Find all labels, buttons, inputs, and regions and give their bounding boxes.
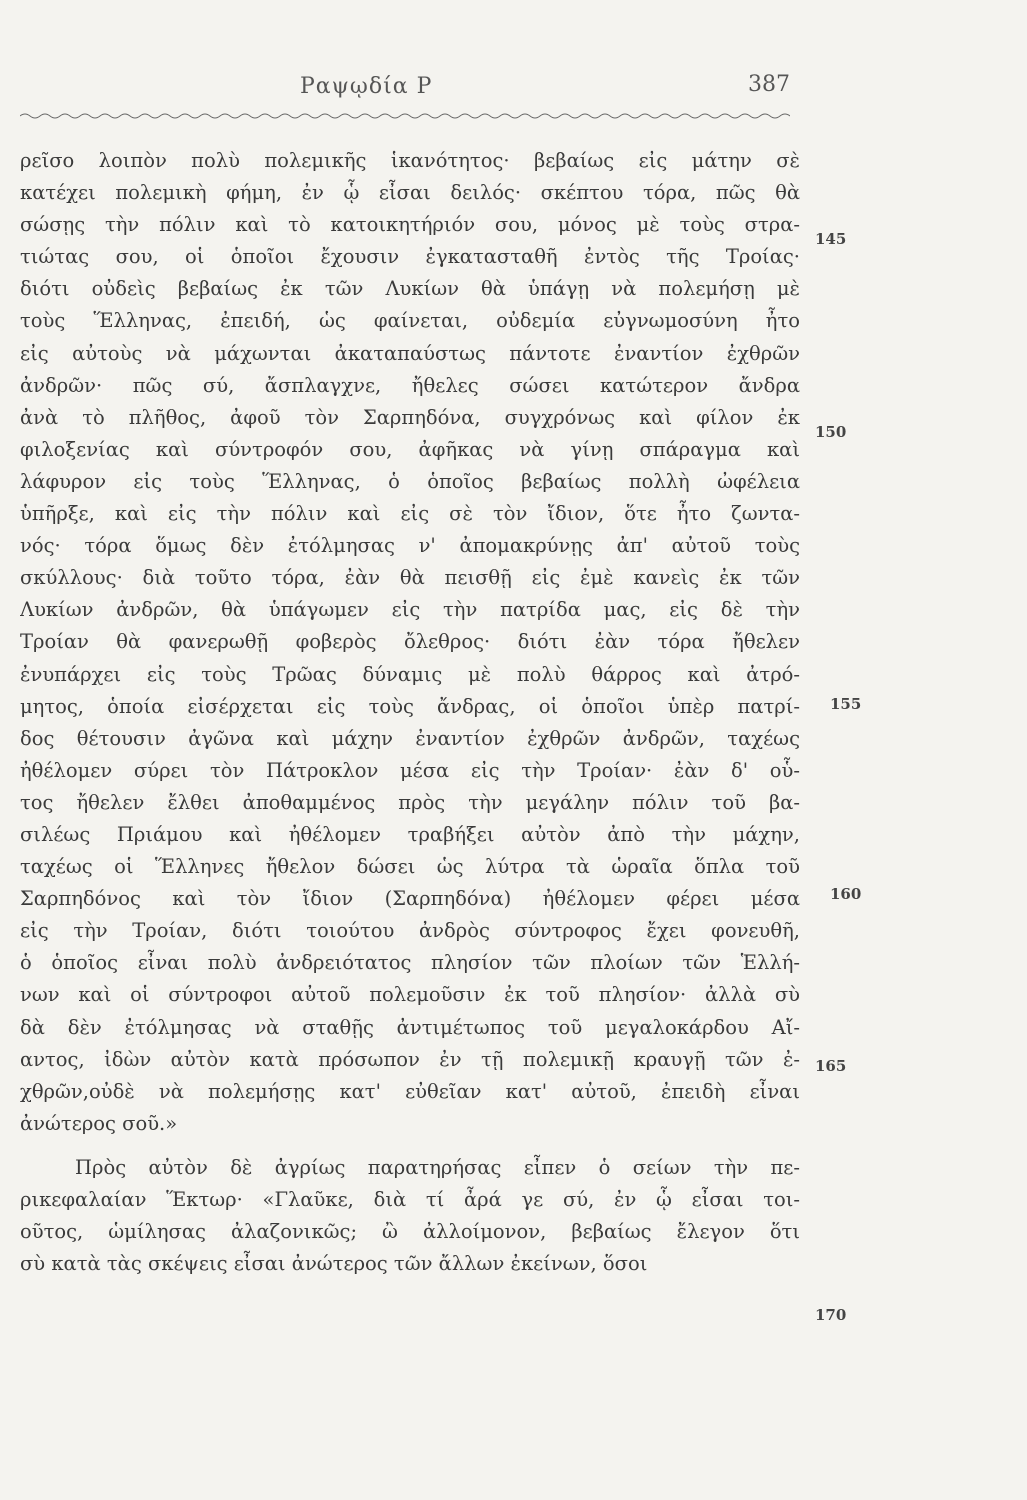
paragraph-2 bbox=[20, 1152, 800, 1280]
running-head: Ραψῳδία Ρ bbox=[300, 74, 433, 99]
margin-line-number: 150 bbox=[815, 423, 847, 441]
text-line: ταχέως οἱ Ἕλληνες ἤθελον δώσει ὡς λύτρα τὰ ὡραῖα ὅπλα τοῦ bbox=[20, 855, 800, 879]
text-line: εἰς αὐτοὺς νὰ μάχωνται ἀκαταπαύστως πάντοτε ἐναντίον ἐχθρῶν bbox=[20, 341, 800, 365]
page-header bbox=[20, 70, 790, 110]
body-text bbox=[20, 145, 800, 1280]
margin-line-number: 160 bbox=[830, 885, 862, 903]
text-line: ἀνὰ τὸ πλῆθος, ἀφοῦ τὸν Σαρπηδόνα, συγχρόνως καὶ φίλον ἐκ bbox=[20, 405, 800, 429]
text-line: ἀνδρῶν· πῶς σύ, ἄσπλαγχνε, ἤθελες σώσει κατώτερον ἄνδρα bbox=[20, 373, 800, 397]
text-line: λάφυρον εἰς τοὺς Ἕλληνας, ὁ ὁποῖος βεβαίως πολλὴ ὠφέλεια bbox=[20, 469, 800, 493]
text-line: νός· τόρα ὅμως δὲν ἐτόλμησας ν' ἀπομακρύνῃς ἀπ' αὐτοῦ τοὺς bbox=[20, 534, 800, 558]
text-line: εἰς τὴν Τροίαν, διότι τοιούτου ἀνδρὸς σύντροφος ἔχει φονευθῆ, bbox=[20, 919, 800, 943]
text-line: σκύλλους· διὰ τοῦτο τόρα, ἐὰν θὰ πεισθῇ εἰς ἐμὲ κανεὶς ἐκ τῶν bbox=[20, 566, 800, 590]
margin-line-number: 145 bbox=[815, 230, 847, 248]
text-line: σὺ κατὰ τὰς σκέψεις εἶσαι ἀνώτερος τῶν ἄλλων ἐκείνων, ὅσοι bbox=[20, 1252, 648, 1276]
text-line: Τροίαν θὰ φανερωθῇ φοβερὸς ὄλεθρος· διότι ἐὰν τόρα ἤθελεν bbox=[20, 630, 800, 654]
text-line: ὁ ὁποῖος εἶναι πολὺ ἀνδρειότατος πλησίον τῶν πλοίων τῶν Ἑλλή- bbox=[20, 951, 800, 975]
text-line: ἠθέλομεν σύρει τὸν Πάτροκλον μέσα εἰς τὴν Τροίαν· ἐὰν δ' οὗ- bbox=[20, 758, 800, 782]
text-line: ὑπῆρξε, καὶ εἰς τὴν πόλιν καὶ εἰς σὲ τὸν ἴδιον, ὅτε ἦτο ζωντα- bbox=[20, 502, 800, 526]
margin-line-number: 155 bbox=[830, 695, 862, 713]
text-line: αντος, ἰδὼν αὐτὸν κατὰ πρόσωπον ἐν τῇ πολεμικῇ κραυγῇ τῶν ἐ- bbox=[20, 1047, 800, 1071]
text-line: διότι οὐδεὶς βεβαίως ἐκ τῶν Λυκίων θὰ ὑπάγῃ νὰ πολεμήσῃ μὲ bbox=[20, 277, 800, 301]
margin-line-number: 165 bbox=[815, 1057, 847, 1075]
paragraph-1 bbox=[20, 145, 800, 1140]
text-line: ἀνώτερος σοῦ.» bbox=[20, 1111, 178, 1135]
text-line: τιώτας σου, οἱ ὁποῖοι ἔχουσιν ἐγκατασταθῆ ἐντὸς τῆς Τροίας· bbox=[20, 245, 800, 269]
text-line: ἐνυπάρχει εἰς τοὺς Τρῶας δύναμις μὲ πολὺ θάρρος καὶ ἀτρό- bbox=[20, 662, 800, 686]
text-line: Πρὸς αὐτὸν δὲ ἀγρίως παρατηρήσας εἶπεν ὁ σείων τὴν πε- bbox=[75, 1155, 800, 1179]
wavy-header-rule bbox=[20, 112, 790, 120]
text-line: Λυκίων ἀνδρῶν, θὰ ὑπάγωμεν εἰς τὴν πατρίδα μας, εἰς δὲ τὴν bbox=[20, 598, 800, 622]
text-line: τοὺς Ἕλληνας, ἐπειδή, ὡς φαίνεται, οὐδεμία εὐγνωμοσύνη ἦτο bbox=[20, 309, 800, 333]
text-line: δος θέτουσιν ἀγῶνα καὶ μάχην ἐναντίον ἐχθρῶν ἀνδρῶν, ταχέως bbox=[20, 726, 800, 750]
page-number: 387 bbox=[748, 72, 790, 97]
text-line: νων καὶ οἱ σύντροφοι αὐτοῦ πολεμοῦσιν ἐκ τοῦ πλησίον· ἀλλὰ σὺ bbox=[20, 983, 800, 1007]
text-line: σιλέως Πριάμου καὶ ἠθέλομεν τραβήξει αὐτὸν ἀπὸ τὴν μάχην, bbox=[20, 822, 800, 846]
text-line: χθρῶν,οὐδὲ νὰ πολεμήσῃς κατ' εὐθεῖαν κατ' αὐτοῦ, ἐπειδὴ εἶναι bbox=[20, 1079, 800, 1103]
margin-line-number: 170 bbox=[815, 1306, 847, 1324]
text-line: οῦτος, ὡμίλησας ἀλαζονικῶς; ὢ ἀλλοίμονον, βεβαίως ἔλεγον ὅτι bbox=[20, 1220, 800, 1244]
text-line: μητος, ὁποία εἰσέρχεται εἰς τοὺς ἄνδρας, οἱ ὁποῖοι ὑπὲρ πατρί- bbox=[20, 694, 800, 718]
text-line: τος ἤθελεν ἔλθει ἀποθαμμένος πρὸς τὴν μεγάλην πόλιν τοῦ βα- bbox=[20, 790, 800, 814]
text-line: δὰ δὲν ἐτόλμησας νὰ σταθῇς ἀντιμέτωπος τοῦ μεγαλοκάρδου Αἴ- bbox=[20, 1015, 800, 1039]
text-line: φιλοξενίας καὶ σύντροφόν σου, ἀφῆκας νὰ γίνῃ σπάραγμα καὶ bbox=[20, 437, 800, 461]
text-line: ρεῖσο λοιπὸν πολὺ πολεμικῆς ἱκανότητος· βεβαίως εἰς μάτην σὲ bbox=[20, 149, 800, 172]
text-line: ρικεφαλαίαν Ἕκτωρ· «Γλαῦκε, διὰ τί ἆρά γε σύ, ἐν ᾧ εἶσαι τοι- bbox=[20, 1188, 800, 1211]
text-line: κατέχει πολεμικὴ φήμη, ἐν ᾧ εἶσαι δειλός· σκέπτου τόρα, πῶς θὰ bbox=[20, 181, 800, 205]
text-line: Σαρπηδόνος καὶ τὸν ἴδιον (Σαρπηδόνα) ἠθέλομεν φέρει μέσα bbox=[20, 887, 800, 911]
text-line: σώσῃς τὴν πόλιν καὶ τὸ κατοικητήριόν σου, μόνος μὲ τοὺς στρα- bbox=[20, 213, 800, 237]
